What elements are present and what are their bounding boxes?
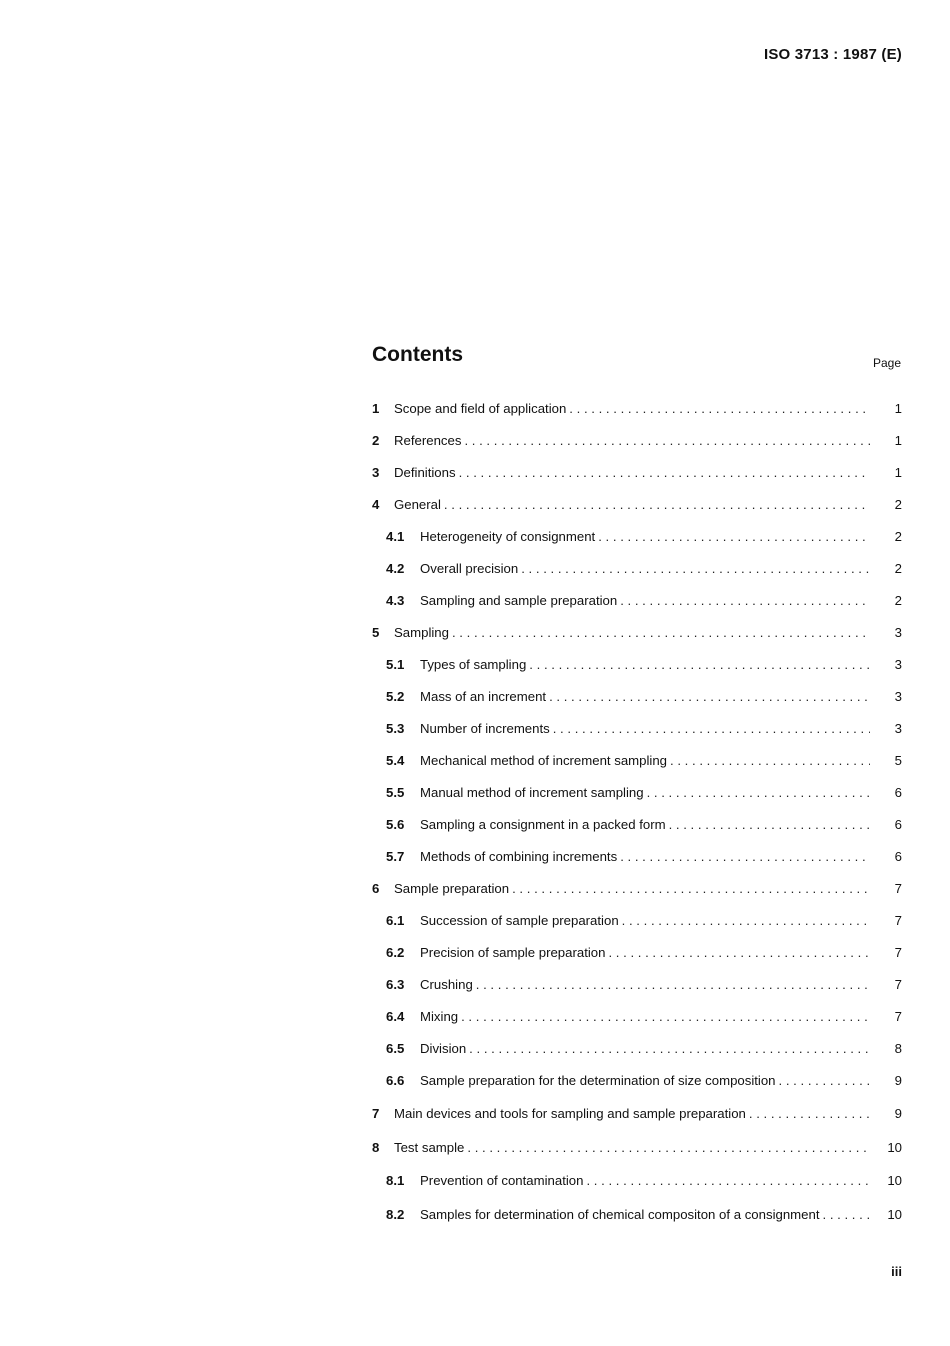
toc-entry-page: 3 bbox=[894, 657, 902, 672]
dot-leader bbox=[464, 433, 870, 448]
toc-entry bbox=[386, 913, 902, 933]
dot-leader bbox=[467, 1140, 870, 1155]
toc-entry-page: 3 bbox=[894, 689, 902, 704]
toc-entry-page: 9 bbox=[894, 1106, 902, 1121]
toc-entry-title: Sampling and sample preparation bbox=[420, 593, 618, 608]
toc-entry bbox=[386, 1073, 902, 1093]
toc-entry-page: 8 bbox=[894, 1041, 902, 1056]
toc-entry-title: Scope and field of application bbox=[394, 401, 567, 416]
toc-entry-title: Prevention of contamination bbox=[420, 1173, 584, 1188]
contents-heading: Contents bbox=[372, 343, 463, 366]
toc-entry-number: 6.1 bbox=[386, 913, 405, 928]
toc-entry bbox=[372, 497, 902, 517]
toc-entry-number: 2 bbox=[372, 433, 380, 448]
toc-entry-page: 10 bbox=[887, 1140, 902, 1155]
toc-entry bbox=[386, 593, 902, 613]
toc-entry-title: Succession of sample preparation bbox=[420, 913, 619, 928]
toc-entry-page: 7 bbox=[894, 977, 902, 992]
toc-entry-title: Precision of sample preparation bbox=[420, 945, 606, 960]
toc-entry-page: 3 bbox=[894, 721, 902, 736]
toc-entry-number: 8.2 bbox=[386, 1207, 405, 1222]
toc-entry bbox=[372, 401, 902, 421]
toc-entry-page: 2 bbox=[894, 529, 902, 544]
page-column-label: Page bbox=[873, 356, 902, 370]
toc-entry-page: 6 bbox=[894, 785, 902, 800]
toc-entry bbox=[386, 945, 902, 965]
toc-entry bbox=[386, 689, 902, 709]
toc-entry-title: Methods of combining increments bbox=[420, 849, 618, 864]
toc-entry-title: General bbox=[394, 497, 441, 512]
toc-entry-number: 5.5 bbox=[386, 785, 405, 800]
toc-entry-page: 6 bbox=[894, 849, 902, 864]
toc-entry-title: Sampling a consignment in a packed form bbox=[420, 817, 666, 832]
toc-entry-title: Sample preparation bbox=[394, 881, 510, 896]
toc-entry-number: 7 bbox=[372, 1106, 380, 1121]
toc-entry-number: 5 bbox=[372, 625, 380, 640]
dot-leader bbox=[529, 657, 870, 672]
toc-entry bbox=[372, 625, 902, 645]
toc-entry-page: 1 bbox=[894, 465, 902, 480]
dot-leader bbox=[647, 785, 870, 800]
dot-leader bbox=[823, 1207, 871, 1222]
dot-leader bbox=[608, 945, 870, 960]
toc-entry-page: 10 bbox=[887, 1173, 902, 1188]
dot-leader bbox=[598, 529, 870, 544]
toc-entry-title: Test sample bbox=[394, 1140, 465, 1155]
toc-entry-page: 10 bbox=[887, 1207, 902, 1222]
toc-entry bbox=[386, 1207, 902, 1227]
dot-leader bbox=[620, 593, 870, 608]
toc-entry bbox=[372, 881, 902, 901]
toc-entry-page: 2 bbox=[894, 561, 902, 576]
toc-entry-number: 5.2 bbox=[386, 689, 405, 704]
toc-entry-page: 1 bbox=[894, 433, 902, 448]
toc-entry bbox=[386, 785, 902, 805]
toc-entry-number: 5.3 bbox=[386, 721, 405, 736]
toc-entry-number: 6.5 bbox=[386, 1041, 405, 1056]
toc-entry-number: 6.2 bbox=[386, 945, 405, 960]
toc-entry-title: Crushing bbox=[420, 977, 473, 992]
toc-entry-title: Main devices and tools for sampling and sample preparation bbox=[394, 1106, 746, 1121]
toc-entry-number: 4.1 bbox=[386, 529, 405, 544]
toc-entry-title: Number of increments bbox=[420, 721, 550, 736]
toc-entry bbox=[386, 753, 902, 773]
dot-leader bbox=[444, 497, 870, 512]
toc-entry-title: Mechanical method of increment sampling bbox=[420, 753, 668, 768]
toc-entry-title: Samples for determination of chemical compositon of a consignment bbox=[420, 1207, 820, 1222]
dot-leader bbox=[476, 977, 870, 992]
toc-entry-page: 7 bbox=[894, 881, 902, 896]
dot-leader bbox=[669, 817, 870, 832]
toc-entry-number: 6.4 bbox=[386, 1009, 405, 1024]
toc-entry-number: 4.3 bbox=[386, 593, 405, 608]
toc-entry-page: 1 bbox=[894, 401, 902, 416]
toc-entry bbox=[372, 1140, 902, 1160]
toc-entry-number: 5.4 bbox=[386, 753, 405, 768]
toc-entry-number: 4.2 bbox=[386, 561, 405, 576]
toc-entry bbox=[386, 977, 902, 997]
toc-entry-number: 5.6 bbox=[386, 817, 405, 832]
toc-entry-number: 6 bbox=[372, 881, 380, 896]
dot-leader bbox=[452, 625, 870, 640]
toc-entry bbox=[386, 1173, 902, 1193]
toc-entry bbox=[372, 1106, 902, 1126]
toc-entry-title: Sampling bbox=[394, 625, 449, 640]
toc-entry-title: Manual method of increment sampling bbox=[420, 785, 644, 800]
toc-entry-title: Overall precision bbox=[420, 561, 519, 576]
toc-entry-number: 5.7 bbox=[386, 849, 405, 864]
dot-leader bbox=[622, 913, 870, 928]
toc-entry-number: 8 bbox=[372, 1140, 380, 1155]
toc-entry bbox=[386, 529, 902, 549]
toc-entry-title: Definitions bbox=[394, 465, 456, 480]
toc-entry-page: 9 bbox=[894, 1073, 902, 1088]
dot-leader bbox=[620, 849, 870, 864]
toc-entry bbox=[386, 721, 902, 741]
toc-entry-number: 4 bbox=[372, 497, 380, 512]
dot-leader bbox=[512, 881, 870, 896]
dot-leader bbox=[549, 689, 870, 704]
dot-leader bbox=[521, 561, 870, 576]
toc-entry-number: 6.3 bbox=[386, 977, 405, 992]
toc-entry-page: 5 bbox=[894, 753, 902, 768]
dot-leader bbox=[779, 1073, 870, 1088]
dot-leader bbox=[586, 1173, 870, 1188]
toc-entry-page: 6 bbox=[894, 817, 902, 832]
dot-leader bbox=[469, 1041, 870, 1056]
dot-leader bbox=[461, 1009, 870, 1024]
dot-leader bbox=[459, 465, 870, 480]
toc-entry-number: 6.6 bbox=[386, 1073, 405, 1088]
toc-entry-title: Heterogeneity of consignment bbox=[420, 529, 596, 544]
toc-entry bbox=[386, 1041, 902, 1061]
dot-leader bbox=[553, 721, 870, 736]
toc-entry-number: 3 bbox=[372, 465, 380, 480]
toc-entry-page: 7 bbox=[894, 1009, 902, 1024]
toc-entry-page: 3 bbox=[894, 625, 902, 640]
toc-entry bbox=[386, 817, 902, 837]
toc-entry-page: 7 bbox=[894, 913, 902, 928]
toc-entry-title: Sample preparation for the determination of size composition bbox=[420, 1073, 776, 1088]
toc-entry-number: 8.1 bbox=[386, 1173, 405, 1188]
toc-entry-number: 1 bbox=[372, 401, 380, 416]
dot-leader bbox=[670, 753, 870, 768]
toc-entry-number: 5.1 bbox=[386, 657, 405, 672]
document-id: ISO 3713 : 1987 (E) bbox=[763, 46, 902, 63]
dot-leader bbox=[749, 1106, 870, 1121]
toc-entry bbox=[386, 561, 902, 581]
toc-entry-title: Mixing bbox=[420, 1009, 459, 1024]
dot-leader bbox=[569, 401, 870, 416]
toc-entry bbox=[372, 465, 902, 485]
toc-entry bbox=[386, 657, 902, 677]
toc-entry-title: References bbox=[394, 433, 462, 448]
toc-entry-page: 2 bbox=[894, 593, 902, 608]
toc-entry bbox=[386, 849, 902, 869]
toc-entry-title: Division bbox=[420, 1041, 467, 1056]
toc-entry bbox=[372, 433, 902, 453]
toc-entry-title: Types of sampling bbox=[420, 657, 527, 672]
toc-entry-title: Mass of an increment bbox=[420, 689, 547, 704]
page-number: iii bbox=[891, 1264, 902, 1279]
toc-entry bbox=[386, 1009, 902, 1029]
toc-entry-page: 2 bbox=[894, 497, 902, 512]
toc-entry-page: 7 bbox=[894, 945, 902, 960]
